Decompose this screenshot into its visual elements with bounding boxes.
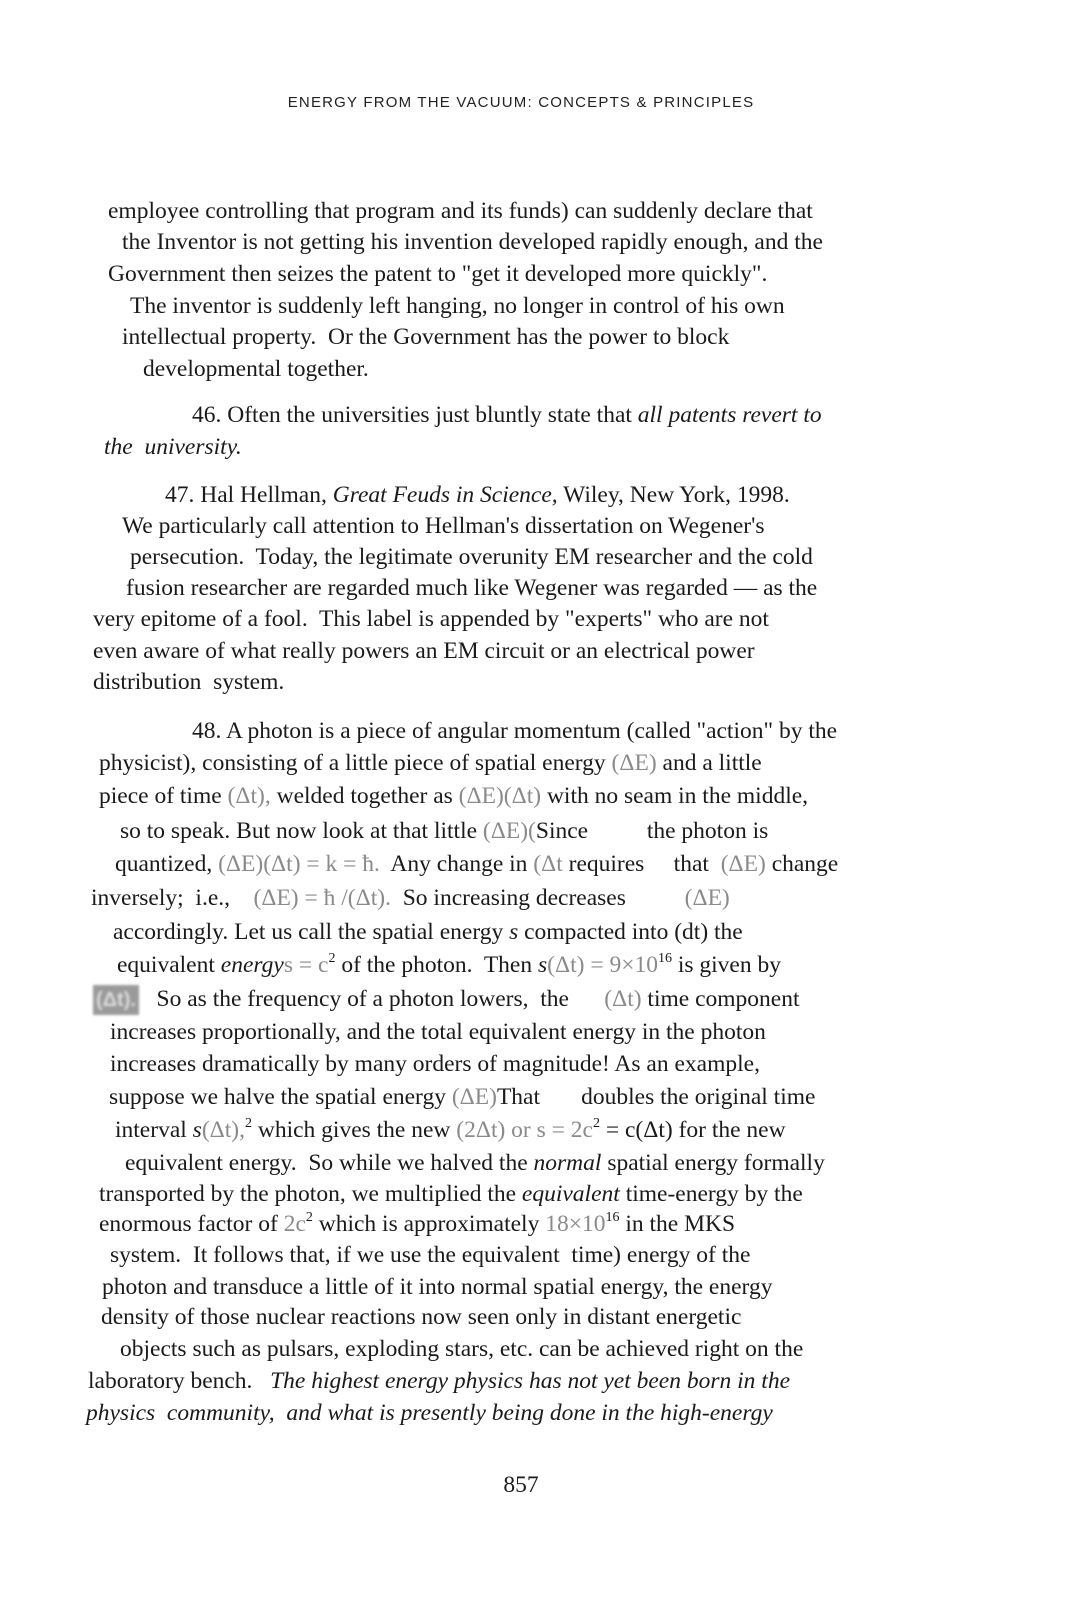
math-symbol: (ΔE) <box>611 750 657 776</box>
running-header: ENERGY FROM THE VACUUM: CONCEPTS & PRINCIPLES <box>287 94 755 111</box>
text-run: system. It follows that, if we use the equivalent time) energy of the <box>110 1242 751 1268</box>
text-line <box>104 432 242 462</box>
page-number: 857 <box>503 1472 539 1498</box>
text-run: Government then seizes the patent to "get it developed more quickly". <box>108 261 768 287</box>
text-run: which gives the new <box>251 1117 457 1143</box>
math-symbol: (Δt), <box>227 783 271 809</box>
text-line <box>122 511 764 541</box>
math-symbol: (ΔE)(Δt) = k = ħ. <box>218 851 380 877</box>
text-line <box>91 883 730 913</box>
math-symbol: (2Δt) or s = 2c <box>456 1117 593 1143</box>
blurred-symbol: (Δt). <box>93 985 139 1015</box>
math-symbol: (ΔE) <box>720 851 766 877</box>
italic-text: equivalent <box>521 1181 620 1207</box>
text-run: increases dramatically by many orders of magnitude! As an example, <box>110 1051 760 1077</box>
text-line <box>143 354 369 384</box>
text-line <box>99 781 808 811</box>
text-line <box>110 1240 750 1270</box>
text-line <box>102 1272 772 1302</box>
text-line <box>165 480 790 510</box>
text-run: fusion researcher are regarded much like Wegener was regarded — as the <box>126 575 818 601</box>
text-line <box>115 1115 786 1145</box>
text-run: welded together as <box>270 783 459 809</box>
text-run: quantized, <box>115 851 219 877</box>
text-run: developmental together. <box>143 356 369 382</box>
math-symbol: (Δt <box>533 851 563 877</box>
text-run: with no seam in the middle, <box>541 783 809 809</box>
text-line <box>120 1334 803 1364</box>
text-line <box>192 400 822 430</box>
text-line <box>93 636 755 666</box>
italic-text: Great Feuds in Science, <box>332 482 558 508</box>
italic-text: normal <box>533 1150 602 1176</box>
text-line <box>108 259 767 289</box>
text-line <box>113 917 743 947</box>
math-symbol: (Δt), <box>201 1117 245 1143</box>
text-line <box>122 322 729 352</box>
superscript: 16 <box>605 1210 620 1225</box>
text-line <box>126 573 817 603</box>
text-run: transported by the photon, we multiplied the <box>99 1181 522 1207</box>
text-line <box>110 1017 766 1047</box>
text-run: physicist), consisting of a little piece of spatial energy <box>99 750 612 776</box>
text-line <box>108 196 813 226</box>
text-run: 47. Hal Hellman, <box>165 482 333 508</box>
italic-text: s <box>192 1117 202 1143</box>
text-run: equivalent energy. So while we halved the <box>125 1150 534 1176</box>
text-line <box>93 604 769 634</box>
math-symbol: (ΔE)(Δt) <box>458 783 542 809</box>
italic-text: the university. <box>104 434 242 460</box>
text-line <box>109 1082 815 1112</box>
math-symbol: 2c <box>283 1211 306 1237</box>
math-symbol: s = c <box>283 952 329 978</box>
text-run: compacted into (dt) the <box>518 919 743 945</box>
text-line <box>130 291 785 321</box>
text-run: photon and transduce a little of it into normal spatial energy, the energy <box>102 1274 773 1300</box>
text-run: increases proportionally, and the total equivalent energy in the photon <box>110 1019 766 1045</box>
text-run: 46. Often the universities just bluntly state that <box>192 402 638 428</box>
text-line <box>117 950 787 980</box>
text-run: even aware of what really powers an EM circuit or an electrical power <box>93 638 755 664</box>
text-line <box>101 1302 741 1332</box>
text-run: Since the photon is <box>535 818 769 844</box>
text-run: which is approximately <box>312 1211 546 1237</box>
text-line <box>115 849 838 879</box>
superscript: 2 <box>244 1116 252 1131</box>
text-line <box>120 816 768 846</box>
text-run: So as the frequency of a photon lowers, the <box>138 986 605 1012</box>
text-line <box>192 716 837 746</box>
italic-text: s <box>538 952 548 978</box>
text-line <box>125 1148 825 1178</box>
text-run: 48. A photon is a piece of angular momentum (called "action" by the <box>192 718 838 744</box>
text-line <box>122 227 823 257</box>
italic-text: s <box>509 919 519 945</box>
text-run: The inventor is suddenly left hanging, no longer in control of his own <box>130 293 785 319</box>
text-run: intellectual property. Or the Government has the power to block <box>122 324 730 350</box>
math-symbol: 18×10 <box>545 1211 606 1237</box>
text-run: objects such as pulsars, exploding stars, etc. can be achieved right on the <box>120 1336 804 1362</box>
text-run: distribution system. <box>93 669 285 695</box>
italic-text: energy <box>220 952 284 978</box>
text-line <box>99 1179 803 1209</box>
italic-text: all patents revert to <box>637 402 822 428</box>
text-run: the Inventor is not getting his invention developed rapidly enough, and the <box>122 229 823 255</box>
text-run: density of those nuclear reactions now seen only in distant energetic <box>101 1304 742 1330</box>
text-run: interval <box>115 1117 193 1143</box>
math-symbol: (Δt) = 9×10 <box>547 952 658 978</box>
text-line <box>99 748 762 778</box>
text-run: of the photon. Then <box>335 952 538 978</box>
text-line <box>86 1398 773 1428</box>
text-run: (Δt) for the new <box>635 1117 786 1143</box>
text-run: inversely; i.e., <box>91 885 254 911</box>
math-symbol: (ΔE)( <box>482 818 536 844</box>
text-run: equivalent <box>117 952 221 978</box>
text-run: time component <box>641 986 800 1012</box>
text-line <box>88 1366 790 1396</box>
math-symbol: (ΔE) <box>684 885 730 911</box>
text-run: piece of time <box>99 783 228 809</box>
text-run: Wiley, New York, 1998. <box>557 482 790 508</box>
superscript: 2 <box>592 1116 600 1131</box>
math-symbol: (ΔE) = ħ /(Δt). <box>253 885 391 911</box>
text-run: employee controlling that program and its funds) can suddenly declare that <box>108 198 813 224</box>
italic-text: The highest energy physics has not yet been born in the <box>270 1368 790 1394</box>
math-symbol: (Δt) <box>604 986 642 1012</box>
text-run: time-energy by the <box>619 1181 803 1207</box>
text-run: suppose we halve the spatial energy <box>109 1084 452 1110</box>
text-run: We particularly call attention to Hellman's dissertation on Wegener's <box>122 513 765 539</box>
text-run: and a little <box>656 750 762 776</box>
text-run: in the MKS <box>619 1211 736 1237</box>
text-run: laboratory bench. <box>88 1368 271 1394</box>
italic-text: physics community, and what is presently being done in the high-energy <box>86 1400 773 1426</box>
text-line <box>130 542 813 572</box>
text-line <box>93 984 799 1015</box>
math-symbol: (ΔE) <box>451 1084 497 1110</box>
superscript: 2 <box>305 1210 313 1225</box>
superscript: 2 <box>328 951 336 966</box>
text-run: very epitome of a fool. This label is appended by "experts" who are not <box>93 606 769 632</box>
text-run: spatial energy formally <box>601 1150 825 1176</box>
text-run: change <box>765 851 839 877</box>
text-run: requires that <box>562 851 721 877</box>
text-run: Any change in <box>379 851 534 877</box>
text-run: So increasing decreases <box>390 885 685 911</box>
text-run: = c <box>599 1117 636 1143</box>
text-run: enormous factor of <box>99 1211 284 1237</box>
text-line <box>99 1209 735 1239</box>
text-run: so to speak. But now look at that little <box>120 818 483 844</box>
text-run: That doubles the original time <box>496 1084 816 1110</box>
text-line <box>110 1049 760 1079</box>
superscript: 16 <box>657 951 672 966</box>
text-run: persecution. Today, the legitimate overunity EM researcher and the cold <box>130 544 813 570</box>
text-run: accordingly. Let us call the spatial energy <box>113 919 510 945</box>
text-run: is given by <box>671 952 787 978</box>
text-line <box>93 667 284 697</box>
